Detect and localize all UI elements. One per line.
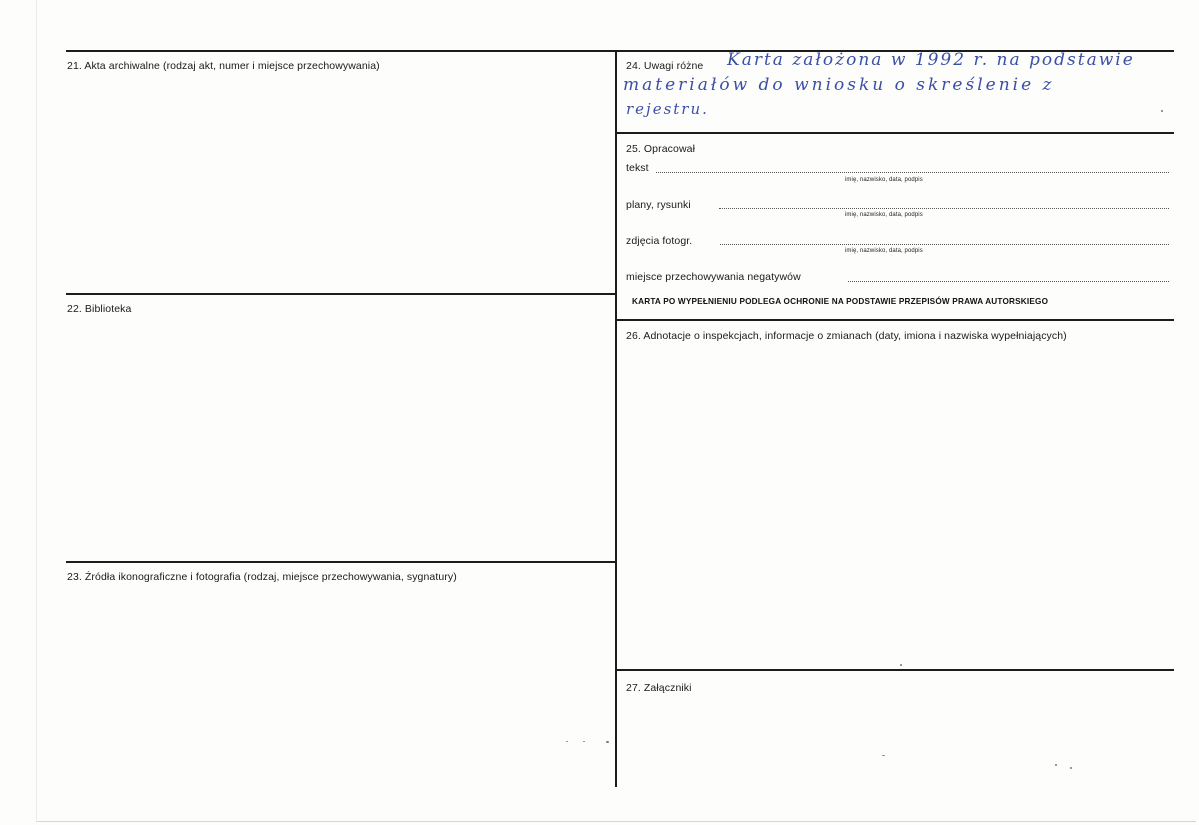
scan-speck — [1055, 764, 1057, 766]
handwritten-note-line-2: materiałów do wniosku o skreślenie z — [623, 75, 1055, 95]
row-photos-label: zdjęcia fotogr. — [626, 235, 693, 247]
section-25-label: 25. Opracował — [626, 143, 696, 155]
row-negatives-line[interactable] — [848, 281, 1169, 282]
scan-speck — [566, 741, 568, 742]
handwritten-note-line-3: rejestru. — [626, 100, 709, 118]
scan-speck — [606, 741, 609, 743]
rule-top-left — [66, 50, 616, 52]
row-text-label: tekst — [626, 162, 649, 174]
rule-s27-top — [617, 669, 1174, 671]
section-23-label: 23. Źródła ikonograficzne i fotografia (rodzaj, miejsce przechowywania, sygnatury) — [67, 571, 457, 583]
scan-speck — [583, 741, 585, 742]
row-plans-line[interactable] — [719, 208, 1169, 209]
row-plans-label: plany, rysunki — [626, 199, 691, 211]
row-photos-line[interactable] — [720, 244, 1169, 245]
row-negatives-label: miejsce przechowywania negatywów — [626, 271, 801, 283]
rule-s22-top — [66, 293, 616, 295]
row-text-line[interactable] — [656, 172, 1169, 173]
row-text-hint: imię, nazwisko, data, podpis — [845, 177, 923, 183]
row-photos-hint: imię, nazwisko, data, podpis — [845, 248, 923, 254]
section-21-label: 21. Akta archiwalne (rodzaj akt, numer i miejsce przechowywania) — [67, 60, 380, 72]
rule-s26-top — [617, 319, 1174, 321]
section-24-label: 24. Uwagi różne — [626, 60, 704, 72]
scan-speck — [1161, 110, 1163, 112]
copyright-note: KARTA PO WYPEŁNIENIU PODLEGA OCHRONIE NA PODSTAWIE PRZEPISÓW PRAWA AUTORSKIEGO — [632, 297, 1049, 306]
scan-speck — [882, 755, 885, 756]
rule-s25-top — [617, 132, 1174, 134]
section-27-label: 27. Załączniki — [626, 682, 692, 694]
section-22-label: 22. Biblioteka — [67, 303, 132, 315]
scan-speck — [900, 664, 902, 666]
scan-speck — [1070, 767, 1072, 769]
handwritten-note-line-1: Karta założona w 1992 r. na podstawie — [727, 50, 1135, 70]
row-plans-hint: imię, nazwisko, data, podpis — [845, 212, 923, 218]
rule-center-vertical — [615, 50, 617, 787]
section-26-label: 26. Adnotacje o inspekcjach, informacje o zmianach (daty, imiona i nazwiska wypełniających) — [626, 330, 1067, 342]
rule-s23-top — [66, 561, 616, 563]
